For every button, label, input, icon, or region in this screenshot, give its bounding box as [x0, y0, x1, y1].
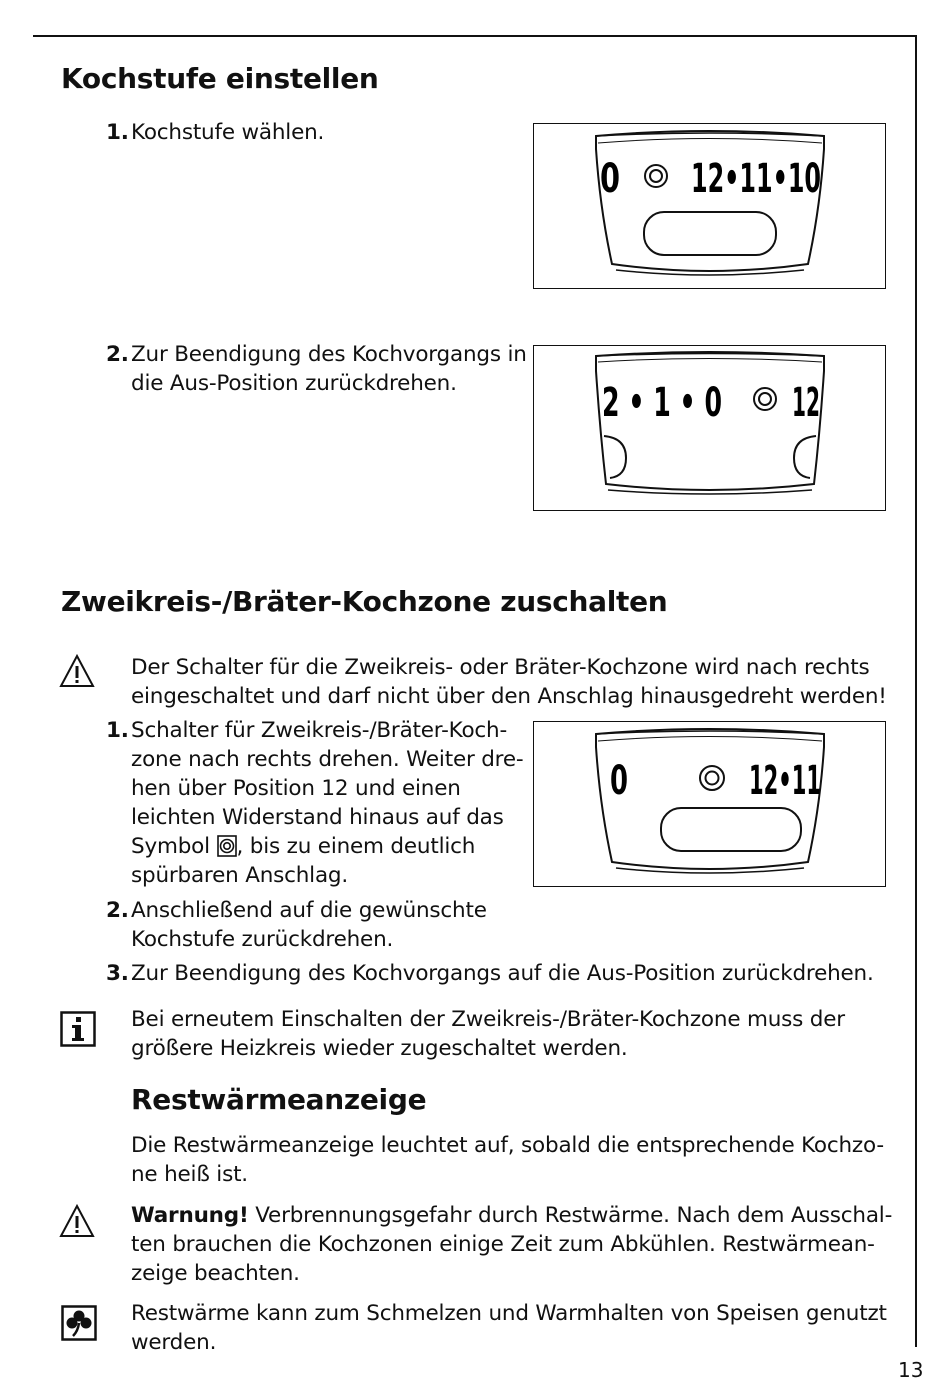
warning-triangle-icon — [59, 1203, 95, 1239]
knob-figure-1 — [533, 123, 886, 289]
knob-figure-2 — [533, 345, 886, 511]
step-text: Kochstufe wählen. — [131, 120, 325, 145]
restwaerme-warning — [131, 1201, 892, 1288]
info-line: größere Heizkreis wieder zugeschaltet werden. — [131, 1036, 628, 1061]
eco-line: werden. — [131, 1330, 217, 1355]
knob-zero-label: 0 — [610, 758, 628, 804]
step-3-zweikreis — [106, 959, 874, 988]
warning-line: eingeschaltet und darf nicht über den Anschlag hinausgedreht werden! — [131, 684, 887, 709]
knob-illustration — [534, 346, 885, 510]
knob-zero-label: 0 — [600, 156, 621, 203]
step-text-line: Zur Beendigung des Kochvorgangs in — [131, 342, 527, 367]
step-number: 2. — [106, 342, 129, 367]
symbol-suffix: , bis zu einem deutlich — [236, 834, 476, 859]
step-text-line: Schalter für Zweikreis-/Bräter-Koch- — [131, 718, 508, 743]
warning-line — [131, 1201, 892, 1230]
knob-scale-left-label: 2 • 1 • 0 — [602, 380, 722, 426]
step-text: Zur Beendigung des Kochvorgangs auf die Aus-Position zurückdrehen. — [131, 961, 874, 986]
knob-illustration — [534, 722, 885, 886]
step-number: 2. — [106, 898, 129, 923]
symbol-prefix: Symbol — [131, 834, 217, 859]
step-1-kochstufe — [106, 118, 325, 147]
warning-line: zeige beachten. — [131, 1261, 300, 1286]
warning-line: Der Schalter für die Zweikreis- oder Bräter-Kochzone wird nach rechts — [131, 655, 870, 680]
frame-right-rule — [915, 35, 917, 1347]
knob-illustration — [534, 124, 885, 288]
step-text-line: leichten Widerstand hinaus auf das — [131, 805, 504, 830]
warning-triangle-icon — [59, 653, 95, 689]
warning-text — [131, 653, 887, 711]
step-2-kochstufe — [106, 340, 527, 398]
step-text-line — [131, 832, 523, 861]
step-2-zweikreis — [106, 896, 487, 954]
step-text-line: zone nach rechts drehen. Weiter dre- — [131, 747, 524, 772]
section-title-kochstufe: Kochstufe einstellen — [61, 62, 379, 95]
step-number: 1. — [106, 120, 129, 145]
step-number: 1. — [106, 718, 129, 743]
step-number: 3. — [106, 961, 129, 986]
step-text-line: Anschließend auf die gewünschte — [131, 898, 487, 923]
step-1-zweikreis — [106, 716, 524, 890]
warning-line-text: Verbrennungsgefahr durch Restwärme. Nach dem Ausschal- — [248, 1203, 893, 1228]
double-circle-zone-icon — [217, 835, 237, 857]
info-icon — [60, 1011, 96, 1047]
info-text — [131, 1005, 845, 1063]
section-title-restwaerme: Restwärmeanzeige — [131, 1083, 427, 1116]
knob-figure-3 — [533, 721, 886, 887]
knob-scale-right-label: 12 — [792, 380, 820, 426]
warning-label: Warnung! — [131, 1203, 249, 1228]
knob-scale-label: 12•11•10 — [691, 156, 821, 202]
section-title-zweikreis: Zweikreis-/Bräter-Kochzone zuschalten — [61, 585, 668, 618]
knob-scale-label: 12•11 — [749, 758, 821, 804]
restwaerme-intro — [131, 1131, 884, 1189]
warning-line: ten brauchen die Kochzonen einige Zeit zum Abkühlen. Restwärmean- — [131, 1232, 875, 1257]
intro-line: Die Restwärmeanzeige leuchtet auf, sobald die entsprechende Kochzo- — [131, 1133, 884, 1158]
environment-clover-icon — [61, 1305, 97, 1341]
eco-tip-text — [131, 1299, 887, 1357]
intro-line: ne heiß ist. — [131, 1162, 248, 1187]
step-text-line: spürbaren Anschlag. — [131, 863, 349, 888]
frame-top-rule — [33, 35, 916, 37]
step-text-line: hen über Position 12 und einen — [131, 776, 461, 801]
step-text-line: Kochstufe zurückdrehen. — [131, 927, 394, 952]
page-number: 13 — [898, 1358, 924, 1382]
info-line: Bei erneutem Einschalten der Zweikreis-/Bräter-Kochzone muss der — [131, 1007, 845, 1032]
eco-line: Restwärme kann zum Schmelzen und Warmhalten von Speisen genutzt — [131, 1301, 887, 1326]
step-text-line: die Aus-Position zurückdrehen. — [131, 371, 457, 396]
